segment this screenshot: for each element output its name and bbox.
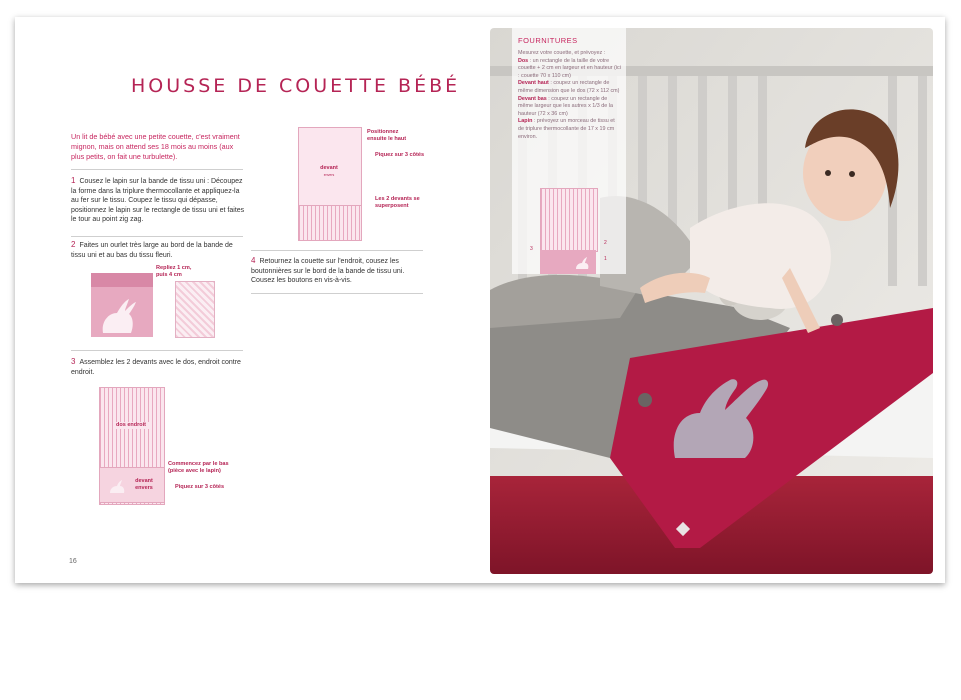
dim-label-2: 2 (604, 240, 607, 246)
step-text: Assemblez les 2 devants avec le dos, endroit contre endroit. (71, 359, 241, 376)
annotation-positionnez: Positionnez ensuite le haut (367, 129, 407, 142)
supplies-panel (512, 28, 626, 274)
divider (251, 250, 423, 251)
photo-page (490, 28, 933, 574)
page-number: 16 (69, 558, 77, 565)
supplies-item: Lapin : prévoyez un morceau de tissu et de triplure thermocollante de 17 x 19 cm environ. (518, 118, 615, 140)
step-number: 4 (251, 256, 256, 265)
step-4 (251, 256, 425, 286)
supplies-item: Devant haut : coupez un rectangle de même dimension que le dos (72 x 112 cm) (518, 80, 620, 94)
supplies-item: Devant bas : coupez un rectangle de même largeur que les autres x 1/3 de la hauteur (72 x 36 cm) (518, 95, 613, 117)
divider (71, 350, 243, 351)
annotation-piquez-top: Piquez sur 3 côtés (375, 152, 425, 158)
label-dos-endroit: dos endroit (113, 422, 149, 429)
dim-label-1: 1 (604, 256, 607, 262)
supplies-title: FOURNITURES (518, 36, 578, 45)
supplies-item: Dos : un rectangle de la taille de votre couette + 2 cm en largeur et en hauteur (ici : couette 70 x 110 cm) (518, 57, 621, 79)
dim-label-3: 3 (530, 246, 533, 252)
plain-fabric-piece (91, 273, 153, 337)
left-page (15, 17, 491, 583)
divider (251, 293, 423, 294)
annotation-superposent: Les 2 devants se superposent (375, 196, 420, 209)
step-3 (71, 357, 245, 377)
annotation-commencez: Commencez par le bas (pièce avec le lapin) (168, 461, 229, 474)
supplies-diagram-dos (540, 188, 598, 252)
rabbit-icon (108, 478, 128, 494)
label-devant (315, 165, 343, 178)
divider (71, 169, 243, 170)
rabbit-icon (91, 273, 153, 337)
step-number: 3 (71, 357, 76, 366)
floral-fabric-piece (175, 281, 215, 338)
step-number: 1 (71, 176, 76, 185)
divider (71, 236, 243, 237)
book-spread (15, 17, 945, 583)
label-devant-envers: devant envers (135, 478, 153, 491)
supplies-diagram-devant-bas (540, 250, 596, 274)
intro-text: Un lit de bébé avec une petite couette, c'est vraiment mignon, mais on attend ses 18 mois au moins (aux plus petits, on fait une turbulette). (71, 132, 240, 161)
step-1 (71, 176, 245, 225)
step-text: Retournez la couette sur l'endroit, cousez les boutonnières sur le bord de la bande de tissu uni. Cousez les boutons en vis-à-vis. (251, 258, 405, 284)
rabbit-icon (574, 256, 590, 270)
annotation-repliez: Repliez 1 cm, puis 4 cm (156, 265, 192, 278)
supplies-text (518, 50, 622, 141)
annotation-piquez: Piquez sur 3 côtés (175, 484, 225, 490)
label-devant-main: devant (320, 165, 338, 171)
devant-bas-overlap (298, 205, 362, 241)
page-title: HOUSSE DE COUETTE BÉBÉ (131, 75, 461, 97)
label-devant-sub: envers (323, 172, 335, 177)
step-text: Cousez le lapin sur la bande de tissu uni : Découpez la forme dans la triplure thermocollante et appliquez-la au fer sur le tissu. Coupez le tissu qui dépasse, positionnez le lapin sur le rectangle de tissu uni et faites le tour au point zig zag. (71, 178, 245, 223)
step-number: 2 (71, 240, 76, 249)
supplies-intro: Mesurez votre couette, et prévoyez : (518, 50, 606, 56)
step-text: Faites un ourlet très large au bord de la bande de tissu uni et au bas du tissu fleuri. (71, 242, 233, 259)
step-2 (71, 240, 245, 260)
